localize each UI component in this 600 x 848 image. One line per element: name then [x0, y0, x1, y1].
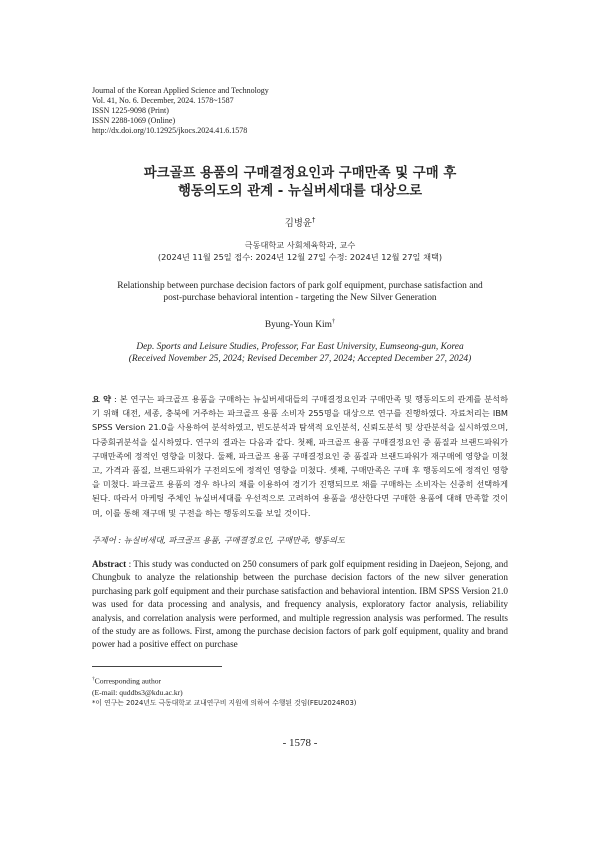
author-kr-name: 김병윤	[284, 218, 312, 229]
abstract-en-text: : This study was conducted on 250 consumers of park golf equipment residing in Daejeon, Sejong, and Chungbuk to analyze the relationship between the purchase decision factors of the new silver generation purchasing park golf equipment and their purchase satisfaction and behavioral intention. IBM SPSS Version 21.0 was used for data processing and analysis, and frequency analysis, exploratory factor analysis, reliability analysis, and correlation analysis were performed, and multiple regression analysis was performed. The results of the study are as follows. First, among the purchase decision factors of park golf equipment, quality and brand power had a positive effect on purchase	[92, 559, 508, 650]
journal-name: Journal of the Korean Applied Science and Technology	[92, 86, 269, 95]
dates-en: (Received November 25, 2024; Revised December 27, 2024; Accepted December 27, 2024)	[128, 354, 472, 364]
abstract-kr	[92, 392, 508, 520]
affiliation-en: Dep. Sports and Leisure Studies, Professor, Far East University, Eumseong-gun, Korea	[136, 342, 464, 352]
title-kr-line1: 파크골프 용품의 구매결정요인과 구매만족 및 구매 후	[143, 166, 457, 181]
author-en	[0, 318, 600, 330]
doi-link[interactable]: http://dx.doi.org/10.12925/jkocs.2024.41.6.1578	[92, 126, 248, 135]
footnote-corresponding	[92, 674, 356, 687]
page-number: - 1578 -	[282, 737, 318, 749]
journal-volume: Vol. 41, No. 6. December, 2024. 1578~1587	[92, 96, 234, 105]
dates-kr: (2024년 11월 25일 접수: 2024년 12월 27일 수정: 2024년 12월 27일 채택)	[157, 252, 443, 262]
abstract-en-label: Abstract	[92, 559, 127, 569]
author-en-name: Byung-Youn Kim	[264, 320, 332, 331]
abstract-en	[92, 558, 508, 652]
journal-info	[92, 86, 269, 136]
author-kr-mark: †	[311, 215, 316, 224]
abstract-kr-text: : 본 연구는 파크골프 용품을 구매하는 뉴실버세대들의 구매결정요인과 구매만족 및 행동의도의 관계를 분석하기 위해 대전, 세종, 충북에 거주하는 파크골프 용품 소비자 255명을 대상으로 연구를 진행하였다. 자료처리는 IBM SPSS Version 21.0을 사용하여 분석하였고, 빈도분석과 탐색적 요인분석, 신뢰도분석 및 상관분석을 실시하였으며, 다중회귀분석을 실시하였다. 연구의 결과는 다음과 같다. 첫째, 파크골프 용품 구매결정요인 중 품질과 브랜드파워가 구매만족에 정적인 영향을 미쳤다. 둘째, 파크골프 용품 구매결정요인 중 품질과 브랜드파워가 재구매에 영향을 미쳤고, 가격과 품질, 브랜드파워가 구전의도에 정적인 영향을 미쳤다. 셋째, 구매만족은 구매 후 행동의도에 정적인 영향을 미쳤다. 파크골프 용품의 경우 하나의 채를 이용하여 경기가 진행되므로 채를 구매하는 소비자는 신중히 선택하게 된다. 따라서 마케팅 주체인 뉴실버세대를 우선적으로 고려하여 용품을 생산한다면 구매한 용품에 대해 만족할 것이며, 이를 통해 재구매 및 구전을 하는 행동의도를 보일 것이다.	[92, 394, 508, 518]
footnote-mark: †	[92, 676, 95, 682]
footnote-corresponding-text: Corresponding author	[94, 676, 162, 686]
abstract-kr-label: 요 약	[92, 394, 112, 404]
footnote-funding: *이 연구는 2024년도 극동대학교 교내연구비 지원에 의하여 수행된 것임(FEU2024R03)	[92, 698, 357, 707]
author-kr	[0, 215, 600, 229]
footnotes	[92, 674, 356, 709]
keywords-kr: 주제어 : 뉴실버세대, 파크골프 용품, 구매결정요인, 구매만족, 행동의도	[92, 535, 345, 545]
issn-print: ISSN 1225-9098 (Print)	[92, 106, 169, 115]
footnote-email: (E-mail: quddbs3@kdu.ac.kr)	[92, 687, 183, 697]
footnote-funding-text: 이 연구는 2024년도 극동대학교 교내연구비 지원에 의하여 수행된 것임(FEU2024R03)	[95, 698, 357, 707]
title-en-line2: post-purchase behavioral intention - targeting the New Silver Generation	[163, 293, 437, 303]
title-kr-line2: 행동의도의 관계 - 뉴실버세대를 대상으로	[177, 184, 423, 199]
title-en-line1: Relationship between purchase decision factors of park golf equipment, purchase satisfaction and	[117, 281, 483, 291]
author-en-mark: †	[331, 318, 336, 325]
footnote-divider	[92, 666, 222, 667]
issn-online: ISSN 2288-1069 (Online)	[92, 116, 176, 125]
affiliation-kr: 극동대학교 사회체육학과, 교수	[244, 240, 356, 250]
